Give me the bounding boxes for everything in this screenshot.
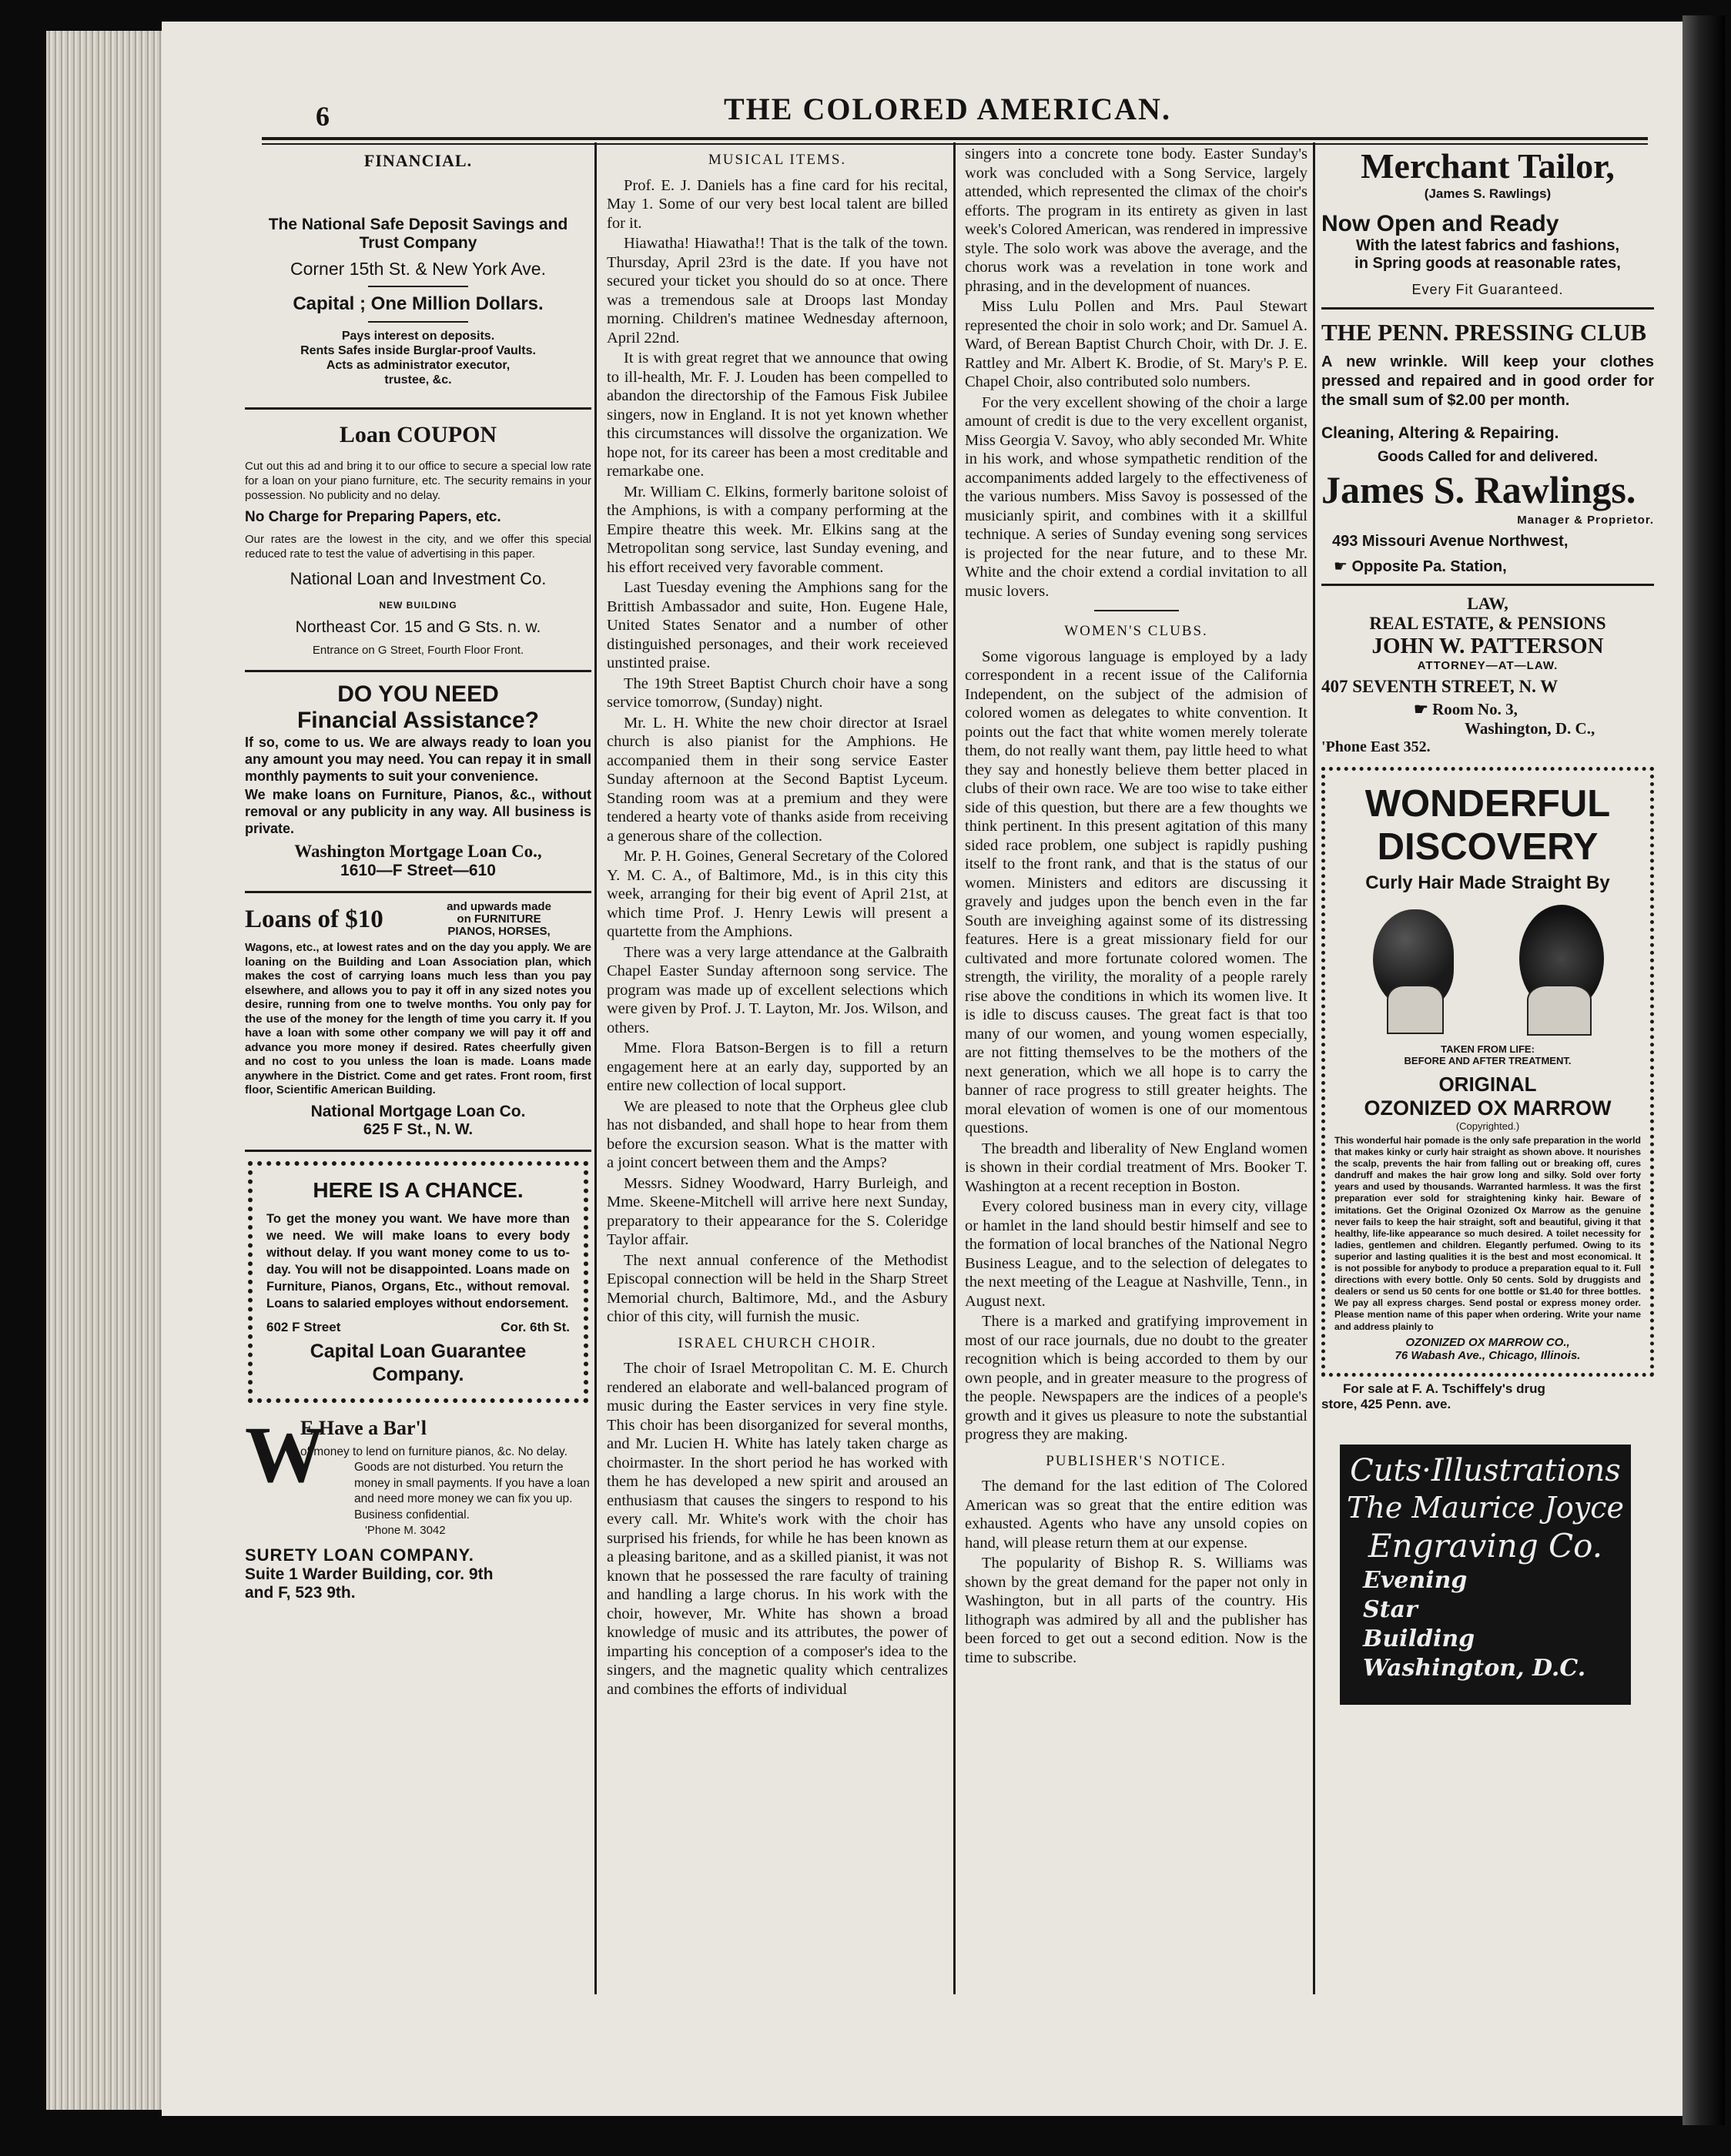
penn-pressing-ad — [1321, 319, 1654, 576]
chance-company: Capital Loan Guarantee Company. — [310, 1340, 527, 1385]
penn-title: THE PENN. PRESSING CLUB — [1321, 319, 1647, 346]
marrow-caption-2: BEFORE AND AFTER TREATMENT. — [1404, 1055, 1572, 1066]
paragraph: The popularity of Bishop R. S. Williams was shown by the great demand for the paper not only in Washington, but in all parts of the country. His lithograph was admired by all and the publisher has been forced to get out a second edition. Now is the time to subscribe. — [965, 1555, 1307, 1666]
divider — [1321, 307, 1654, 310]
coupon-entrance: Entrance on G Street, Fourth Floor Front. — [312, 644, 524, 657]
surety-title: E Have a Bar'l — [300, 1416, 427, 1439]
surety-address-2: and F, 523 9th. — [245, 1584, 356, 1602]
tailor-line-1: With the latest fabrics and fashions, — [1355, 237, 1620, 254]
loans-address: 625 F St., N. W. — [363, 1120, 474, 1138]
tailor-owner: (James S. Rawlings) — [1424, 186, 1552, 201]
bank-ad — [245, 216, 591, 387]
paragraph: It is with great regret that we announce that owing to ill-health, Mr. F. J. Louden has been compelled to abandon the directorship of the Famous Fisk Jubilee singers, now in England. It is not yet known whether this circumstances will dissolve the organization. We hope not, for its career has been a most creditable and remarkabe one. — [607, 350, 948, 480]
column-rule-2 — [953, 142, 956, 1994]
column-rule-3 — [1313, 142, 1315, 1994]
marrow-title-2: DISCOVERY — [1377, 826, 1599, 868]
engraving-line-3: Engraving Co. — [1368, 1526, 1603, 1565]
marrow-sale-2: store, 425 Penn. ave. — [1321, 1396, 1451, 1411]
engraving-ad — [1340, 1445, 1631, 1705]
page-shadow — [1682, 15, 1725, 2125]
tailor-open: Now Open and Ready — [1321, 211, 1559, 236]
surety-initial: W — [245, 1410, 325, 1499]
divider — [245, 407, 591, 410]
coupon-no-charge: No Charge for Preparing Papers, etc. — [245, 509, 501, 525]
need-text-2: We make loans on Furniture, Pianos, &c., without removal or any publicity in any way. All business is private. — [245, 787, 591, 836]
musical-column — [607, 149, 948, 1700]
paragraph: Prof. E. J. Daniels has a fine card for his recital, May 1. Some of our very best local talent are billed for it. — [607, 176, 948, 232]
book-binding-edge — [46, 31, 177, 2110]
engraving-line-4: Evening — [1363, 1566, 1468, 1594]
coupon-text-2: Our rates are the lowest in the city, and we offer this special reduced rate to test the value of advertising in this paper. — [245, 533, 591, 561]
coupon-text-1: Cut out this ad and bring it to our office to secure a special low rate for a loan on your piano furniture, etc. The security remains in your possession. No publicity and no delay. — [245, 460, 591, 502]
patterson-name: JOHN W. PATTERSON — [1371, 634, 1604, 658]
masthead: THE COLORED AMERICAN. — [724, 92, 1171, 126]
divider — [1321, 584, 1654, 586]
financial-column — [245, 151, 591, 1602]
penn-name: James S. Rawlings. — [1321, 468, 1636, 511]
paragraph: Mr. William C. Elkins, formerly baritone soloist of the Amphions, is with a company performing at the Empire theatre this week. Mr. Elkins sang at the Metropolitan song service, last Sunday evening, and his effort received very favorable comment. — [607, 483, 948, 576]
marrow-title-1: WONDERFUL — [1364, 783, 1611, 825]
national-mortgage-ad — [245, 901, 591, 1139]
marrow-copyright: (Copyrighted.) — [1455, 1120, 1520, 1132]
chance-text: To get the money you want. We have more than we need. We will make loans to every body without delay. If you want money come to us to-day. You will not be disappointed. Loans made on Furniture, Pianos, Organs, Etc., without removal. Loans to salaried employes without endorsement. — [266, 1211, 570, 1311]
engraving-line-6: Building — [1363, 1625, 1475, 1652]
tailor-fit: Every Fit Guaranteed. — [1411, 282, 1564, 297]
loans-side-3: PIANOS, HORSES, — [447, 925, 551, 938]
chance-address-right: Cor. 6th St. — [501, 1319, 570, 1334]
surety-ad — [245, 1410, 591, 1603]
patterson-room-text: Room No. 3, — [1432, 700, 1518, 718]
engraving-line-5: Star — [1363, 1595, 1418, 1623]
ox-marrow-ad — [1321, 767, 1654, 1377]
bank-capital: Capital ; One Million Dollars. — [293, 293, 544, 314]
need-title-2: Financial Assistance? — [296, 708, 539, 733]
clubs-column — [965, 145, 1307, 1669]
section-title-financial: FINANCIAL. — [363, 151, 473, 170]
bank-line-3: Acts as administrator executor, — [326, 359, 511, 372]
marrow-text: This wonderful hair pomade is the only safe preparation in the world that makes kinky or curly hair straight as shown above. It nourishes the scalp, prevents the hair from falling out or breaking off, cures dandruff and makes the hair grow long and silky. Sold over forty years and used by thousands. Warranted harmless. It was the first preparation ever sold for straightening kinky hair. Beware of imitations. Get the Original Ozonized Ox Marrow as the genuine never fails to keep the hair straight, soft and beautiful, giving it that healthy, life-like appearance so much desired. A toilet necessity for ladies, gentlemen and children. Elegantly perfumed. Owing to its superior and lasting qualities it is the best and most economical. It is not possible for anybody to produce a preparation equal to it. Full directions with every bottle. Only 50 cents. Sold by druggists and dealers or send us 50 cents for one bottle or $1.40 for three bottles. We pay all express charges. Send postal or express money order. Please mention name of this paper when ordering. Write your name and address plainly to — [1334, 1135, 1641, 1332]
penn-goods: Goods Called for and delivered. — [1377, 449, 1599, 465]
chance-address-left: 602 F Street — [266, 1319, 341, 1334]
marrow-product-2: OZONIZED OX MARROW — [1364, 1096, 1612, 1120]
womens-clubs-body — [965, 648, 1307, 1445]
loans-side-1: and upwards made — [447, 900, 551, 913]
patterson-address: 407 SEVENTH STREET, N. W — [1321, 677, 1559, 696]
marrow-sub: Curly Hair Made Straight By — [1365, 872, 1610, 893]
divider — [245, 670, 591, 672]
bank-line-2: Rents Safes inside Burglar-proof Vaults. — [300, 344, 536, 357]
patterson-law: LAW, — [1467, 594, 1508, 613]
marrow-company: OZONIZED OX MARROW CO., — [1405, 1335, 1570, 1349]
paragraph: For the very excellent showing of the choir a large amount of credit is due to the very excellent organist, Miss Georgia V. Savoy, who ably seconded Mr. White in his work, and whose sympathetic rendition of the accompaniments added largely to the effectiveness of the various numbers. Miss Savoy is possessed of the musicianly spirit, and combines with it a skillful technique. A series of Sunday evening song services is projected for the near future, and to these Mr. White and the choir extend a cordial invitation to all music lovers. — [965, 393, 1307, 600]
need-company: Washington Mortgage Loan Co., — [294, 842, 542, 861]
paragraph: We are pleased to note that the Orpheus glee club has not disbanded, and shall hope to hear from them before the excursion season. What is the matter with a joint concert between them and the Amps? — [607, 1097, 948, 1171]
patterson-real-estate: REAL ESTATE, & PENSIONS — [1369, 614, 1606, 633]
column-rule-1 — [594, 142, 597, 1994]
choir-continued-body — [965, 145, 1307, 601]
paragraph: singers into a concrete tone body. Easter Sunday's work was concluded with a Song Service, largely attended, which represented the climax of the choir's efforts. The program in its entirety as given in last week's Colored American, was rendered in impressive style. The solo work was above the average, and the chorus work was a revelation in tone work and phrasing, and in the development of nuances. — [965, 146, 1307, 295]
heading-womens-clubs: WOMEN'S CLUBS. — [1064, 623, 1208, 639]
divider — [245, 1150, 591, 1152]
musical-items-body — [607, 176, 948, 1327]
loans-side-2: on FURNITURE — [457, 912, 541, 926]
coupon-building: NEW BUILDING — [379, 600, 457, 611]
paragraph: The choir of Israel Metropolitan C. M. E. Church rendered an elaborate and well-balanced program of music during the Easter services in very fine style. This choir has been disorganized for several months, and Mr. Lucien H. White has lately taken charge as choirmaster. In the short period he has worked with them he has developed a new spirit and aroused an enthusiasm that causes the singers to respond to his every call. Mr. White's work with the choir has surprised his friends, for while he has been known as a pleasing baritone, and as a skilled pianist, it was not known that he possessed the rare faculty of training and handling a large chorus. In his work with the choir, however, Mr. White has shown a broad knowledge of music and its attributes, the power of imparting his conception of a composer's idea to the singers, and the magnetic quality which centralizes and combines the efforts of individual — [607, 1360, 948, 1698]
need-address: 1610—F Street—610 — [340, 862, 496, 879]
marrow-caption-1: TAKEN FROM LIFE: — [1441, 1043, 1535, 1055]
tailor-title: Merchant Tailor, — [1361, 146, 1615, 186]
tailor-line-2: in Spring goods at reasonable rates, — [1354, 255, 1621, 272]
paragraph: The next annual conference of the Methodist Episcopal connection will be held in the Sharp Street Memorial church, Baltimore, Md., and the Asbury chior of this city, will furnish the music. — [607, 1251, 948, 1325]
paragraph: There was a very large attendance at the Galbraith Chapel Easter Sunday afternoon song service. The program was made up of excellent selections which were given by Prof. J. T. Layton, Mr. Jos. Wilson, and others. — [607, 943, 948, 1036]
coupon-address: Northeast Cor. 15 and G Sts. n. w. — [295, 618, 541, 636]
paragraph: The breadth and liberality of New England women is shown in their cordial treatment of Mrs. Booker T. Washington at a recent reception in Boston. — [965, 1140, 1307, 1195]
coupon-title: Loan COUPON — [339, 422, 497, 447]
washington-mortgage-ad — [245, 681, 591, 880]
before-bust-icon — [1387, 985, 1444, 1034]
loan-coupon-ad — [245, 422, 591, 658]
marrow-address: 76 Wabash Ave., Chicago, Illinois. — [1395, 1348, 1581, 1362]
patterson-room — [1321, 700, 1654, 719]
page-number: 6 — [316, 101, 330, 132]
patterson-city: Washington, D. C., — [1465, 719, 1595, 738]
loans-text: Wagons, etc., at lowest rates and on the day you apply. We are loaning on the Building and Loan Association plan, which makes the cost of carrying loans much less than you pay elsewhere, and allows you to pay it off in any sized notes you desire, running from one to twelve months. You only pay for the use of the money for the length of time you carry it. If you have a loan with some other company we will pay it off and advance you more money if desired. Rates cheerfully given and no cost to you unless the loan is made. Loans made anywhere in the District. Come and get rates. Front room, first floor, Scientific American Building. — [245, 941, 591, 1096]
divider — [368, 286, 468, 287]
heading-musical-items: MUSICAL ITEMS. — [708, 152, 847, 168]
before-after-illustration — [1334, 894, 1641, 1040]
paragraph: Every colored business man in every city, village or hamlet in the land should bestir himself and see to the formation of local branches of the National Negro Business League, and to the selection of delegates to the next meeting of the League at Nashville, Tenn., in August next. — [965, 1198, 1307, 1310]
need-text-1: If so, come to us. We are always ready to loan you any amount you may need. You can repay it in small monthly payments to suit your convenience. — [245, 735, 591, 784]
divider — [245, 891, 591, 893]
engraving-line-2: The Maurice Joyce — [1347, 1490, 1624, 1525]
bank-name-1: The National Safe Deposit Savings and — [268, 216, 568, 233]
bank-name-2: Trust Company — [359, 234, 477, 252]
heading-publishers-notice: PUBLISHER'S NOTICE. — [1046, 1452, 1227, 1469]
paragraph: Mr. P. H. Goines, General Secretary of the Colored Y. M. C. A., of Baltimore, Md., is in this city this week, arranging for their big event of April 21st, at which time Prof. J. Henry Lewis will present a quartette from the Amphions. — [607, 848, 948, 940]
loans-big: Loans of $10 — [245, 905, 383, 933]
paragraph: The 19th Street Baptist Church choir have a song service tomorrow, (Sunday) night. — [607, 675, 948, 711]
penn-cleaning: Cleaning, Altering & Repairing. — [1321, 424, 1559, 442]
paragraph: Messrs. Sidney Woodward, Harry Burleigh, and Mme. Skeene-Mitchell will arrive here next Sunday, preparatory to their appearance for the S. Coleridge Taylor affair. — [607, 1174, 948, 1248]
heading-israel-choir: ISRAEL CHURCH CHOIR. — [678, 1334, 877, 1351]
surety-phone: 'Phone M. 3042 — [365, 1524, 446, 1537]
surety-address-1: Suite 1 Warder Building, cor. 9th — [245, 1565, 494, 1583]
chance-ad — [248, 1161, 588, 1403]
patterson-phone: 'Phone East 352. — [1321, 738, 1431, 755]
hand-pointer-icon: ☛ — [1334, 558, 1352, 575]
paragraph: Miss Lulu Pollen and Mrs. Paul Stewart represented the choir in solo work; and Dr. Samuel A. Ward, of Berean Baptist Church Choir, with Dr. J. E. Rattley and Mr. Albert K. Brodie, of St. Mary's P. E. Chapel Choir, also contributed solo numbers. — [965, 298, 1307, 390]
surety-company: SURETY LOAN COMPANY. — [245, 1545, 474, 1565]
coupon-company: National Loan and Investment Co. — [290, 569, 547, 588]
bank-line-1: Pays interest on deposits. — [341, 330, 495, 343]
need-title-1: DO YOU NEED — [337, 681, 499, 707]
divider — [1094, 610, 1179, 611]
paragraph: Mme. Flora Batson-Bergen is to fill a return engagement here at an early day, supported by an entire new collection of local support. — [607, 1040, 948, 1094]
ads-column — [1321, 146, 1654, 1705]
loans-company: National Mortgage Loan Co. — [310, 1102, 526, 1120]
paragraph: Mr. L. H. White the new choir director at Israel church is also pianist for the Amphions. He accompanied them in their song service Easter Sunday afternoon at the Second Baptist Lyceum. Standing room was at a premium and they were tendered a hearty vote of thanks aside from receiving a generous share of the collection. — [607, 714, 948, 845]
marrow-sale-1: For sale at F. A. Tschiffely's drug — [1343, 1381, 1545, 1396]
header-rule — [262, 137, 1648, 140]
hand-pointer-icon: ☛ — [1414, 700, 1433, 718]
engraving-line-7: Washington, D.C. — [1363, 1654, 1586, 1682]
bank-line-4: trustee, &c. — [384, 373, 452, 387]
paragraph: There is a marked and gratifying improvement in most of our race journals, due no doubt to the greater recognition which is being accorded to them by our own people, and in greater measure to the progress of the people. Newspapers are the indices of a people's growth and it gives us pleasure to note the substantial progress they are making. — [965, 1313, 1307, 1443]
engraving-line-1: Cuts·Illustrations — [1350, 1452, 1621, 1488]
penn-text: A new wrinkle. Will keep your clothes pressed and repaired and in good order for the small sum of $2.00 per month. — [1321, 353, 1654, 409]
after-bust-icon — [1527, 985, 1592, 1036]
penn-opposite — [1321, 557, 1654, 576]
patterson-role: ATTORNEY—AT—LAW. — [1417, 659, 1559, 672]
paragraph: Last Tuesday evening the Amphions sang for the Brittish Ambassador and suite, Hon. Eugene Hale, United States Senator and a number of other distinguished personages, and their work receieved unstinted praise. — [607, 579, 948, 671]
paragraph: Hiawatha! Hiawatha!! That is the talk of the town. Thursday, April 23rd is the date. If you have not secured your ticket you should do so at once. There was a tremendous sale at Droops last Monday morning. Children's matinee Wednesday afternoon, April 22nd. — [607, 235, 948, 346]
marrow-product-1: ORIGINAL — [1438, 1073, 1537, 1096]
penn-role: Manager & Proprietor. — [1517, 514, 1654, 527]
tailor-ad — [1321, 146, 1654, 298]
chance-title: HERE IS A CHANCE. — [313, 1177, 524, 1202]
publishers-notice-body — [965, 1477, 1307, 1667]
paragraph: The demand for the last edition of The Colored American was so great that the entire edition was exhausted. Agents who have any unsold copies on hand, will please return them at our expense. — [965, 1478, 1307, 1552]
divider — [368, 321, 468, 323]
israel-choir-body — [607, 1359, 948, 1699]
paragraph: Some vigorous language is employed by a lady correspondent in a recent issue of the California Independent, on the subject of the admision of colored women as delegates to white convention. It points out the fact that white women merely tolerate them, do not really want them, pay little heed to what they say and honestly believe them better placed in clubs of their own race. We are too wise to take either side of this question, but there are a few thoughts we think pertinent. In this present agitation of this many sided race problem, one subject is rapidly pushing itself to the front rank, and that is the status of our women. Ministers and editors are discussing it gravely and judges upon the bench even in the far South are inveighing against some of its distressing features. Here is a great missionary field for our cultivated and more fortunate colored women. The strength, the virility, the morality of a people rarely rise above the conditions in which its women live. It is idle to discuss causes. The great fact is that too many of our women, and young women especially, are not fitting themselves to be the mothers of the next generation, which we all hope is to carry the banner of race progress to still greater heights. The moral elevation of women is one of our momentous questions. — [965, 648, 1307, 1137]
bank-address: Corner 15th St. & New York Ave. — [290, 259, 546, 279]
penn-address: 493 Missouri Avenue Northwest, — [1332, 533, 1569, 550]
penn-opposite-text: Opposite Pa. Station, — [1351, 558, 1507, 575]
surety-text: of money to lend on furniture pianos, &c. No delay. Goods are not disturbed. You return the money in small payments. If you have a loan and need more money we can fix you up. Business confidential. — [300, 1445, 590, 1522]
patterson-ad — [1321, 594, 1654, 756]
